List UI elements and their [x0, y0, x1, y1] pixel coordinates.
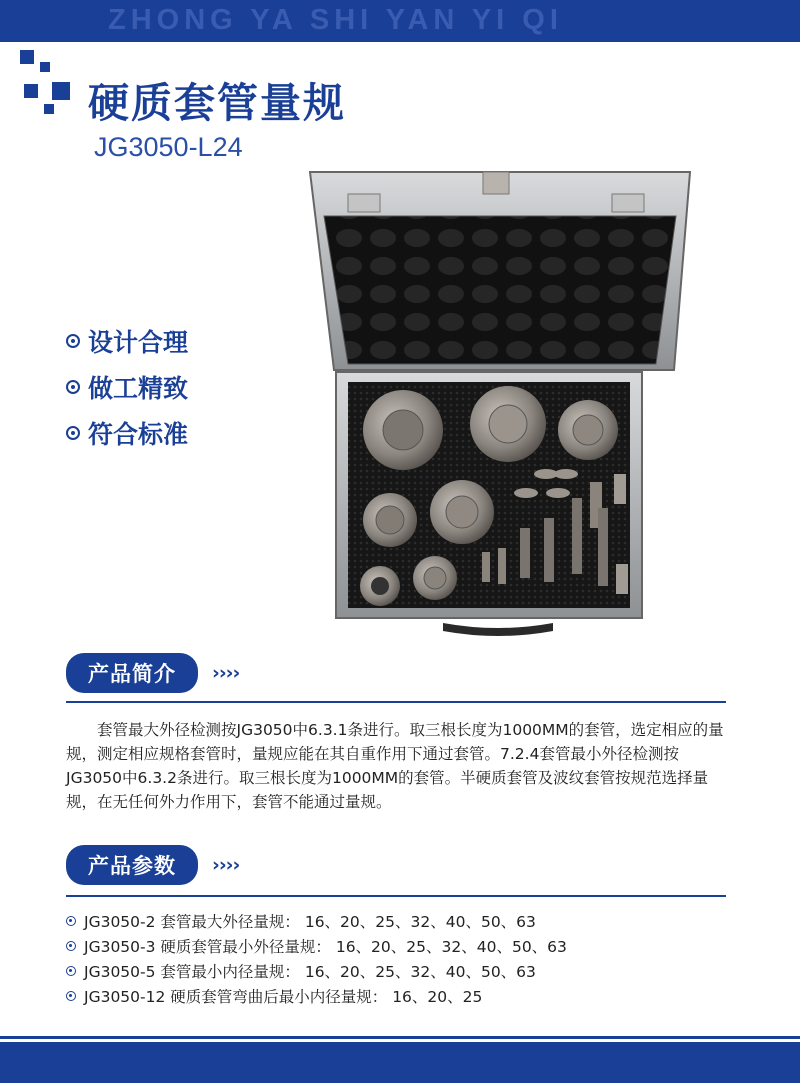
bullet-icon — [66, 380, 80, 394]
param-item — [66, 983, 567, 1008]
arrows-icon: ›››› — [212, 854, 240, 876]
feature-list — [66, 318, 188, 456]
banner-text: ZHONG YA SHI YAN YI QI — [108, 4, 563, 36]
intro-section-header — [66, 653, 239, 693]
bottom-banner — [0, 1042, 800, 1083]
params-divider — [66, 895, 726, 897]
bullet-icon — [66, 991, 76, 1001]
param-item — [66, 908, 567, 933]
model-number: JG3050-L24 — [94, 132, 243, 162]
intro-divider — [66, 701, 726, 703]
param-text: JG3050-5 套管最小内径量规： 16、20、25、32、40、50、63 — [84, 962, 536, 981]
feature-item — [66, 410, 188, 456]
intro-text: 套管最大外径检测按JG3050中6.3.1条进行。取三根长度为1000MM的套管，选定相应的量规，测定相应规格套管时，量规应能在其自重作用下通过套管。7.2.4套管最小外径检测按JG3050中6.3.2条进行。取三根长度为1000MM的套管。半硬质套管及波纹套管按规范选择量规，在无任何外力作用下，套管不能通过量规。 — [66, 721, 724, 811]
param-item — [66, 933, 567, 958]
arrows-icon: ›››› — [212, 662, 240, 684]
bullet-icon — [66, 426, 80, 440]
feature-item — [66, 364, 188, 410]
intro-heading: 产品简介 — [66, 653, 198, 693]
params-heading: 产品参数 — [66, 845, 198, 885]
param-text: JG3050-12 硬质套管弯曲后最小内径量规： 16、20、25 — [84, 987, 483, 1006]
feature-label: 符合标准 — [88, 420, 189, 449]
bullet-icon — [66, 916, 76, 926]
bullet-icon — [66, 334, 80, 348]
feature-label: 做工精致 — [88, 374, 189, 403]
param-text: JG3050-3 硬质套管最小外径量规： 16、20、25、32、40、50、63 — [84, 937, 567, 956]
product-photo — [298, 168, 698, 643]
params-list — [66, 908, 567, 1008]
param-text: JG3050-2 套管最大外径量规： 16、20、25、32、40、50、63 — [84, 912, 536, 931]
feature-label: 设计合理 — [88, 328, 189, 357]
bullet-icon — [66, 966, 76, 976]
params-section-header — [66, 845, 239, 885]
feature-item — [66, 318, 188, 364]
page-title: 硬质套管量规 — [88, 79, 346, 127]
param-item — [66, 958, 567, 983]
bullet-icon — [66, 941, 76, 951]
top-banner — [0, 0, 800, 42]
